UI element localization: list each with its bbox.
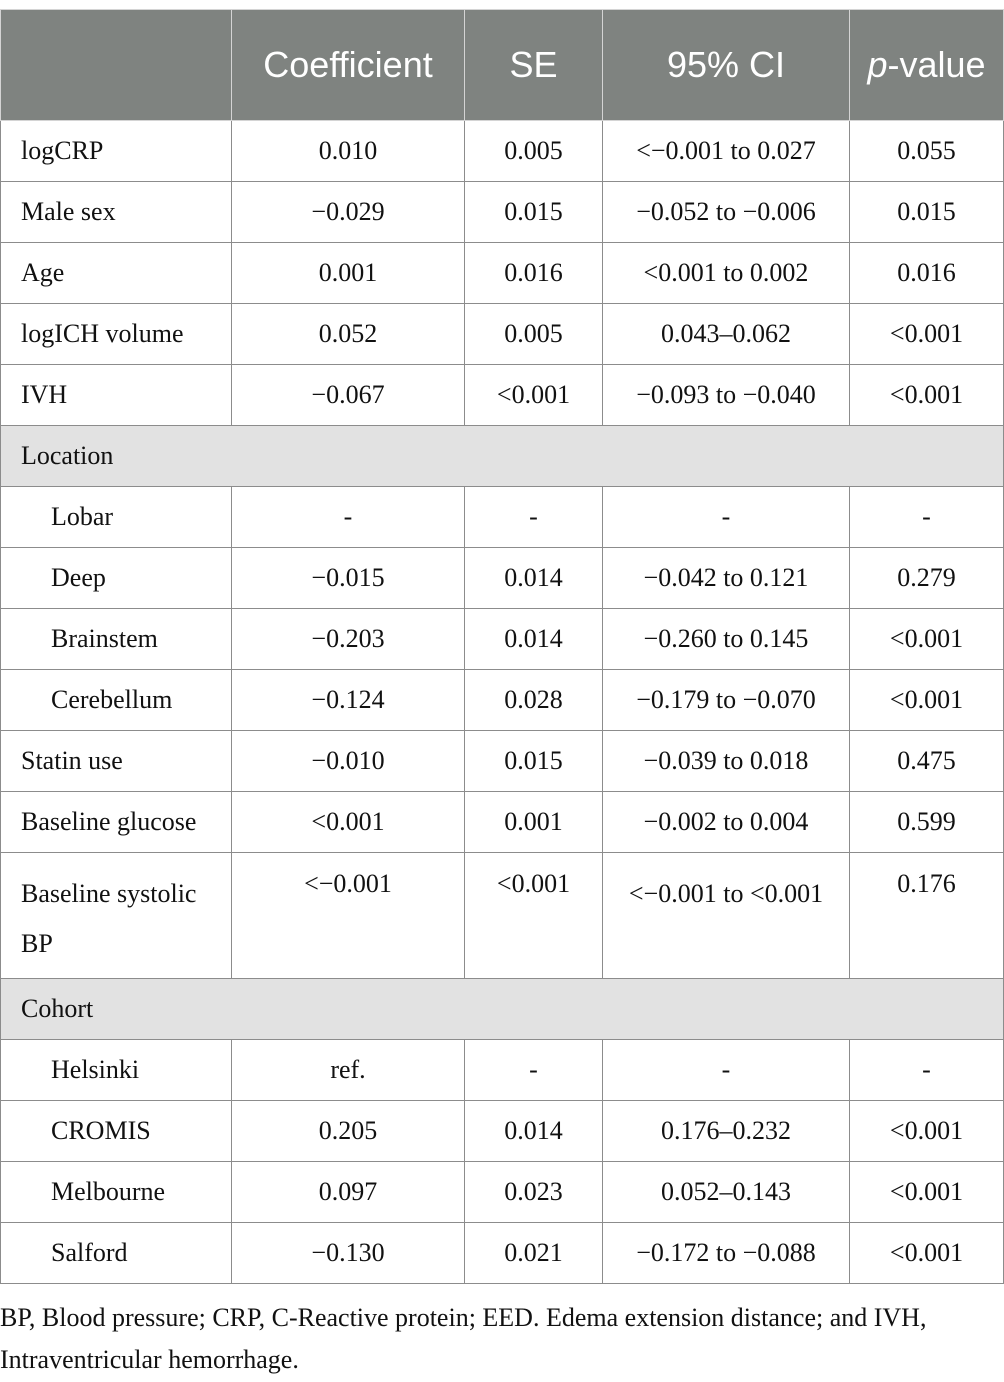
row-label: Salford [1, 1223, 232, 1284]
row-se: 0.001 [465, 792, 603, 853]
row-se: 0.005 [465, 121, 603, 182]
header-row [1, 10, 1004, 121]
row-coefficient: <0.001 [232, 792, 465, 853]
row-pvalue: 0.279 [850, 548, 1004, 609]
row-label: logCRP [1, 121, 232, 182]
header-coefficient: Coefficient [232, 10, 465, 121]
row-pvalue: <0.001 [850, 1101, 1004, 1162]
table-row [1, 487, 1004, 548]
row-label: Baseline systolic BP [1, 853, 232, 979]
row-pvalue: 0.475 [850, 731, 1004, 792]
regression-table [0, 9, 1004, 1284]
row-ci: −0.042 to 0.121 [603, 548, 850, 609]
table-row [1, 121, 1004, 182]
table-row [1, 792, 1004, 853]
row-coefficient: −0.029 [232, 182, 465, 243]
row-label: Lobar [1, 487, 232, 548]
row-se: 0.016 [465, 243, 603, 304]
row-pvalue: 0.016 [850, 243, 1004, 304]
row-coefficient: 0.097 [232, 1162, 465, 1223]
row-coefficient: - [232, 487, 465, 548]
row-coefficient: −0.203 [232, 609, 465, 670]
row-ci: −0.260 to 0.145 [603, 609, 850, 670]
section-row-cohort [1, 979, 1004, 1040]
header-pvalue-rest: -value [887, 44, 986, 85]
row-label: Statin use [1, 731, 232, 792]
table-row [1, 1101, 1004, 1162]
row-label: Cerebellum [1, 670, 232, 731]
header-ci: 95% CI [603, 10, 850, 121]
row-ci: −0.172 to −0.088 [603, 1223, 850, 1284]
row-coefficient: −0.067 [232, 365, 465, 426]
row-pvalue: <0.001 [850, 670, 1004, 731]
table-row [1, 670, 1004, 731]
row-label: logICH volume [1, 304, 232, 365]
row-ci: 0.043–0.062 [603, 304, 850, 365]
row-ci: - [603, 487, 850, 548]
table-row [1, 1040, 1004, 1101]
row-ci: <0.001 to 0.002 [603, 243, 850, 304]
row-pvalue: <0.001 [850, 609, 1004, 670]
row-pvalue: - [850, 487, 1004, 548]
row-se: 0.014 [465, 609, 603, 670]
row-coefficient: ref. [232, 1040, 465, 1101]
row-se: 0.028 [465, 670, 603, 731]
row-coefficient: 0.001 [232, 243, 465, 304]
row-coefficient: −0.015 [232, 548, 465, 609]
row-pvalue: - [850, 1040, 1004, 1101]
row-se: <0.001 [465, 853, 603, 979]
row-ci: 0.052–0.143 [603, 1162, 850, 1223]
table-row [1, 304, 1004, 365]
section-label-cohort: Cohort [1, 979, 1004, 1040]
row-pvalue: 0.176 [850, 853, 1004, 979]
table-row [1, 731, 1004, 792]
header-variable [1, 10, 232, 121]
table-footnote: BP, Blood pressure; CRP, C-Reactive protein; EED. Edema extension distance; and IVH, Intraventricular hemorrhage. [0, 1303, 927, 1374]
row-se: - [465, 487, 603, 548]
header-pvalue [850, 10, 1004, 121]
row-se: 0.014 [465, 1101, 603, 1162]
row-se: 0.015 [465, 731, 603, 792]
table-row [1, 182, 1004, 243]
table-row [1, 1223, 1004, 1284]
row-pvalue: <0.001 [850, 304, 1004, 365]
row-coefficient: <−0.001 [232, 853, 465, 979]
table-row [1, 853, 1004, 979]
row-label: Deep [1, 548, 232, 609]
row-label: Male sex [1, 182, 232, 243]
row-pvalue: <0.001 [850, 1162, 1004, 1223]
row-coefficient: −0.130 [232, 1223, 465, 1284]
row-ci: <−0.001 to 0.027 [603, 121, 850, 182]
row-label: Helsinki [1, 1040, 232, 1101]
row-label: Age [1, 243, 232, 304]
row-label: Melbourne [1, 1162, 232, 1223]
header-se: SE [465, 10, 603, 121]
row-pvalue: 0.599 [850, 792, 1004, 853]
table-body [1, 121, 1004, 1284]
table-row [1, 1162, 1004, 1223]
row-label: CROMIS [1, 1101, 232, 1162]
row-label: Baseline glucose [1, 792, 232, 853]
row-se: 0.023 [465, 1162, 603, 1223]
row-se: 0.014 [465, 548, 603, 609]
row-ci: −0.093 to −0.040 [603, 365, 850, 426]
row-pvalue: 0.015 [850, 182, 1004, 243]
row-se: - [465, 1040, 603, 1101]
section-label-location: Location [1, 426, 1004, 487]
table-row [1, 243, 1004, 304]
row-coefficient: −0.124 [232, 670, 465, 731]
table-row [1, 548, 1004, 609]
row-label: IVH [1, 365, 232, 426]
row-coefficient: 0.205 [232, 1101, 465, 1162]
table-row [1, 609, 1004, 670]
row-ci: 0.176–0.232 [603, 1101, 850, 1162]
row-coefficient: 0.052 [232, 304, 465, 365]
table-header [1, 10, 1004, 121]
row-se: 0.005 [465, 304, 603, 365]
row-ci: −0.002 to 0.004 [603, 792, 850, 853]
row-se: 0.015 [465, 182, 603, 243]
row-coefficient: 0.010 [232, 121, 465, 182]
row-se: 0.021 [465, 1223, 603, 1284]
row-ci: −0.179 to −0.070 [603, 670, 850, 731]
row-ci: −0.039 to 0.018 [603, 731, 850, 792]
header-pvalue-p: p [867, 44, 888, 85]
section-row-location [1, 426, 1004, 487]
row-label: Brainstem [1, 609, 232, 670]
row-coefficient: −0.010 [232, 731, 465, 792]
row-ci: - [603, 1040, 850, 1101]
row-pvalue: <0.001 [850, 1223, 1004, 1284]
row-pvalue: 0.055 [850, 121, 1004, 182]
table-row [1, 365, 1004, 426]
row-se: <0.001 [465, 365, 603, 426]
row-ci: −0.052 to −0.006 [603, 182, 850, 243]
row-pvalue: <0.001 [850, 365, 1004, 426]
row-ci: <−0.001 to <0.001 [603, 853, 850, 979]
